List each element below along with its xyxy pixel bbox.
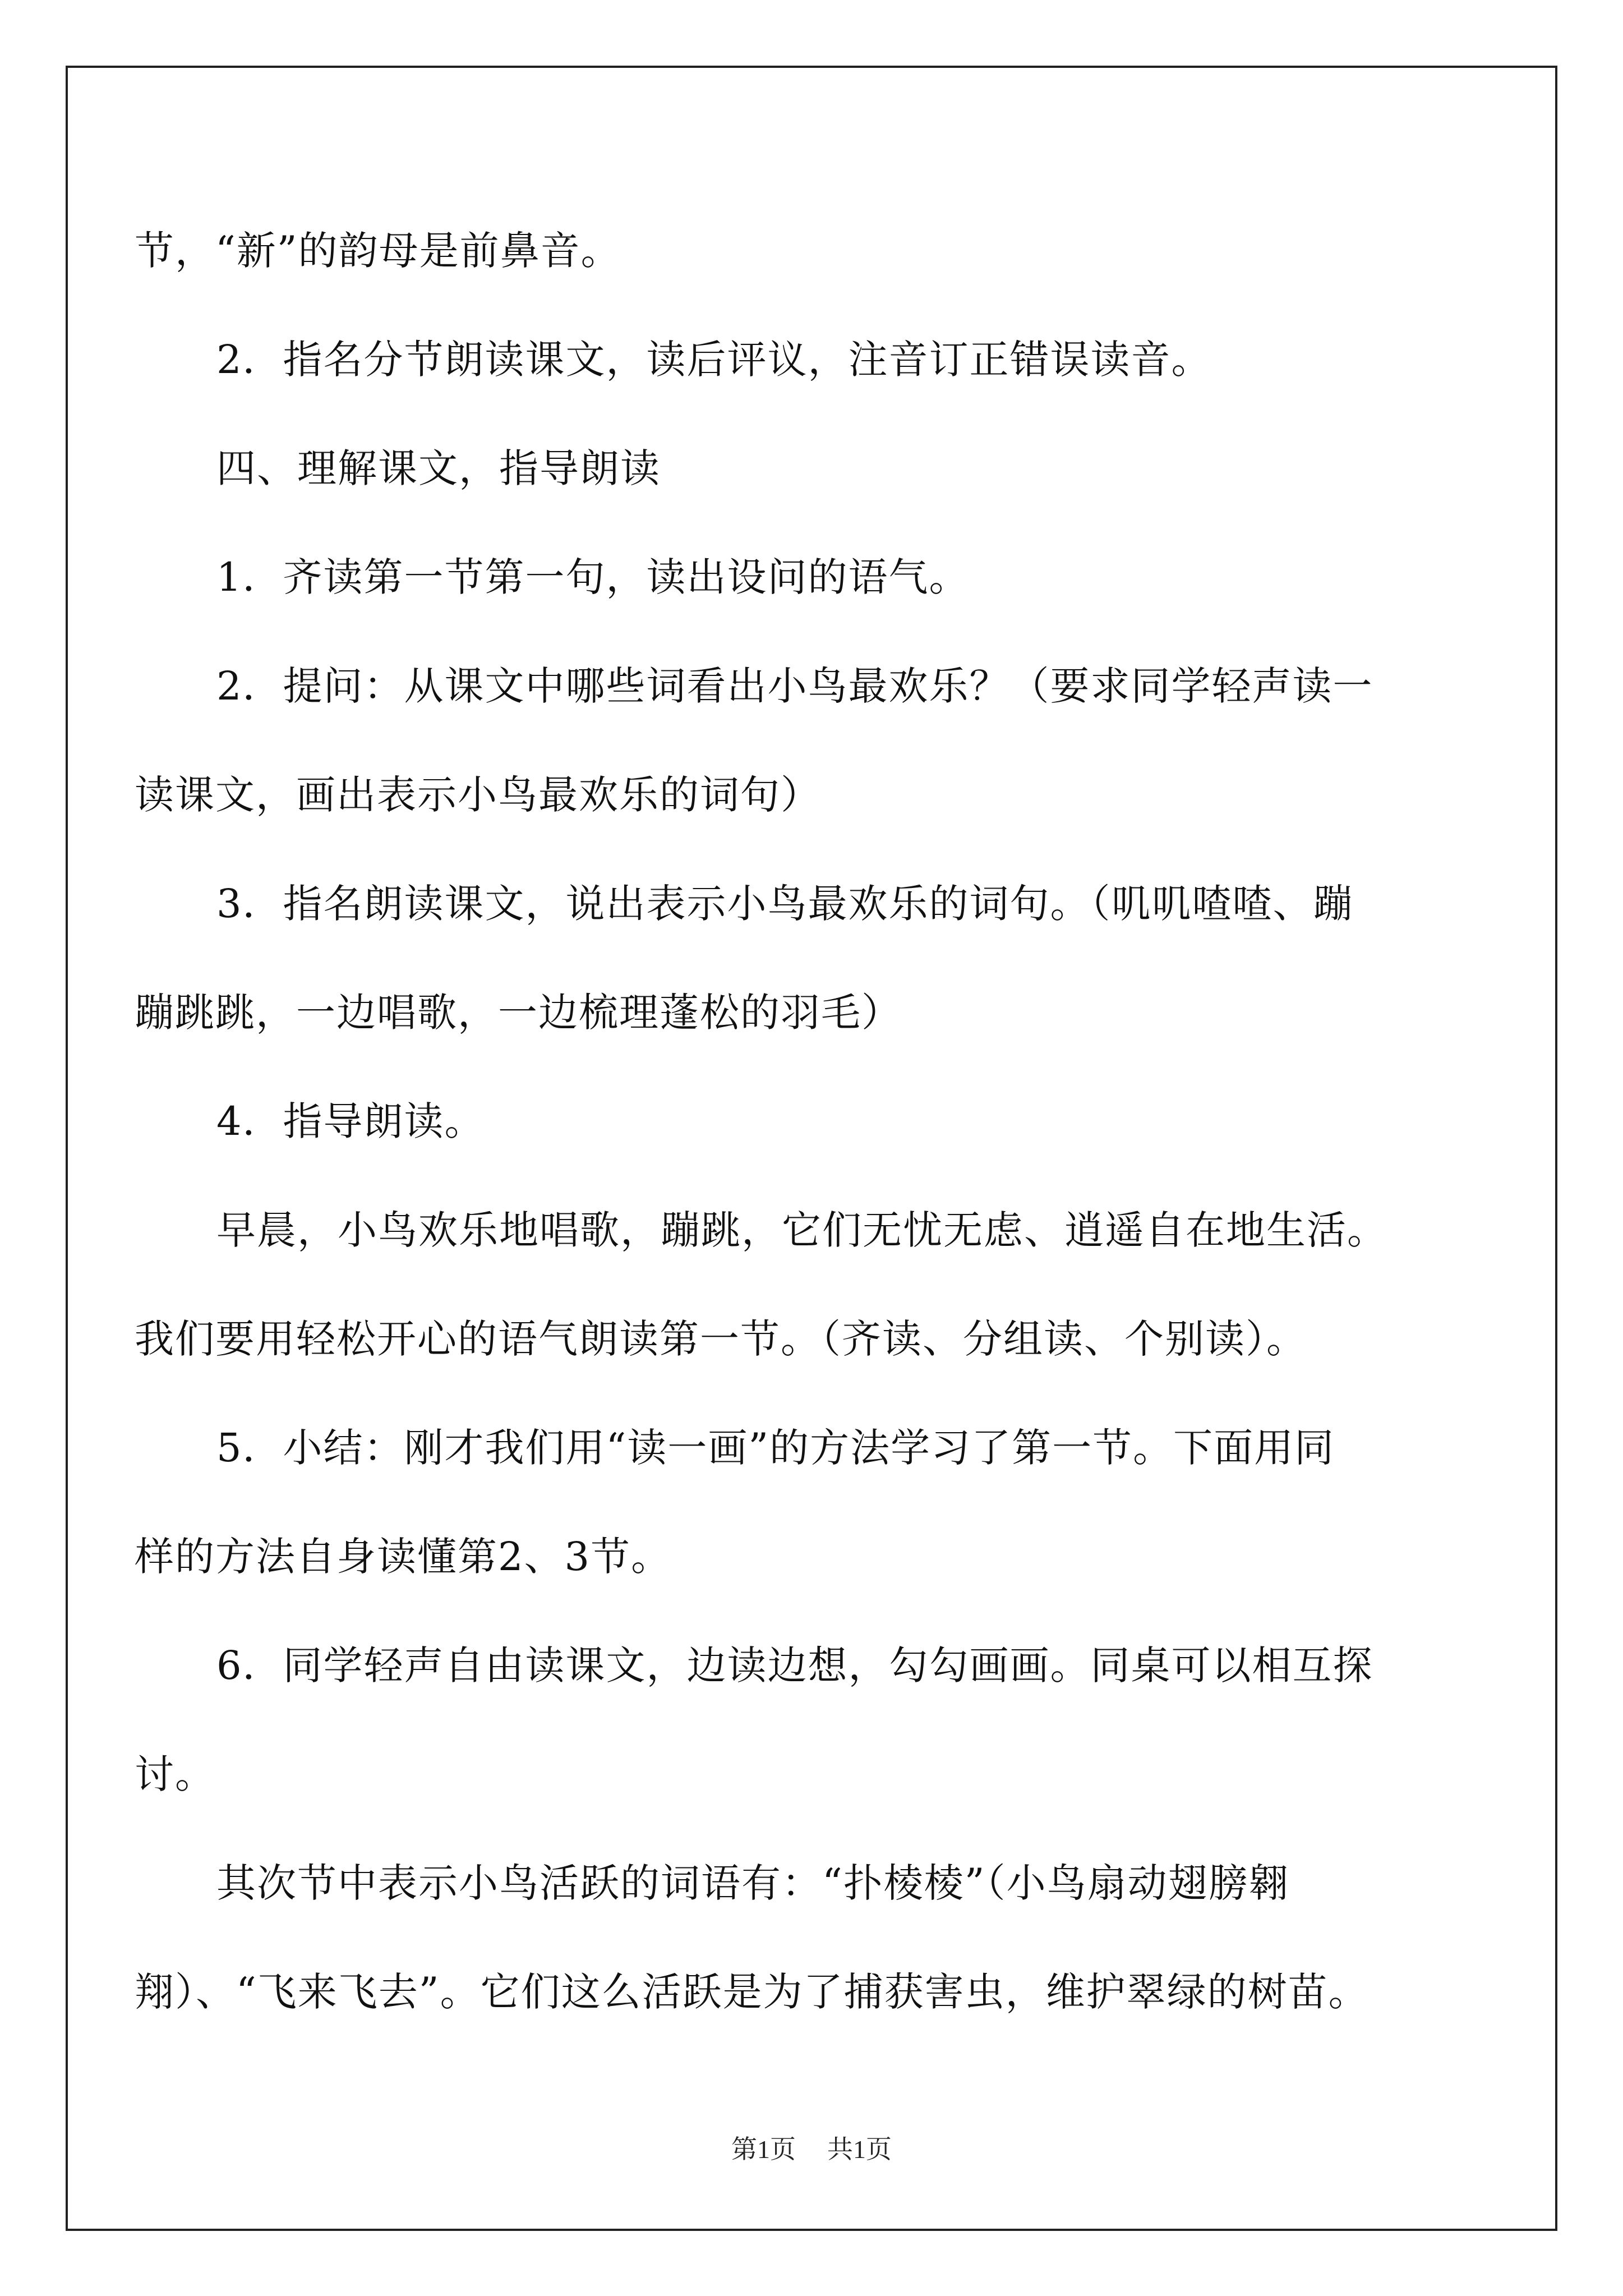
paragraph: 1．齐读第一节第一句，读出设问的语气。 <box>216 554 970 600</box>
paragraph-continuation: 节，“新”的韵母是前鼻音。 <box>135 228 621 274</box>
paragraph-line: 我们要用轻松开心的语气朗读第一节。（齐读、分组读、个别读）。 <box>135 1316 1307 1362</box>
paragraph: 3．指名朗读课文，说出表示小鸟最欢乐的词句。（叽叽喳喳、蹦 <box>216 881 1354 927</box>
paragraph-line: 读课文，画出表示小鸟最欢乐的词句） <box>135 772 821 818</box>
paragraph: 2．指名分节朗读课文，读后评议，注音订正错误读音。 <box>216 337 1212 383</box>
paragraph-line: 样的方法自身读懂第2、3节。 <box>135 1534 672 1580</box>
paragraph-line: 讨。 <box>135 1751 215 1797</box>
paragraph: 4．指导朗读。 <box>216 1098 485 1144</box>
paragraph: 其次节中表示小鸟活跃的词语有：“扑棱棱”（小鸟扇动翅膀翱 <box>216 1860 1289 1906</box>
page-footer <box>0 2133 1623 2166</box>
section-heading: 四、理解课文，指导朗读 <box>216 445 661 491</box>
paragraph: 6．同学轻声自由读课文，边读边想，勾勾画画。同桌可以相互探 <box>216 1642 1373 1688</box>
page-total: 共1页 <box>827 2135 892 2164</box>
paragraph-line: 翔）、“飞来飞去”。它们这么活跃是为了捕获害虫，维护翠绿的树苗。 <box>135 1969 1369 2015</box>
paragraph: 早晨，小鸟欢乐地唱歌，蹦跳，它们无忧无虑、逍遥自在地生活。 <box>216 1207 1387 1253</box>
paragraph-line: 蹦跳跳，一边唱歌，一边梳理蓬松的羽毛） <box>135 990 902 1036</box>
paragraph: 5．小结：刚才我们用“读一画”的方法学习了第一节。下面用同 <box>216 1425 1335 1471</box>
paragraph: 2．提问：从课文中哪些词看出小鸟最欢乐？（要求同学轻声读一 <box>216 663 1373 709</box>
page-number: 第1页 <box>731 2135 796 2164</box>
